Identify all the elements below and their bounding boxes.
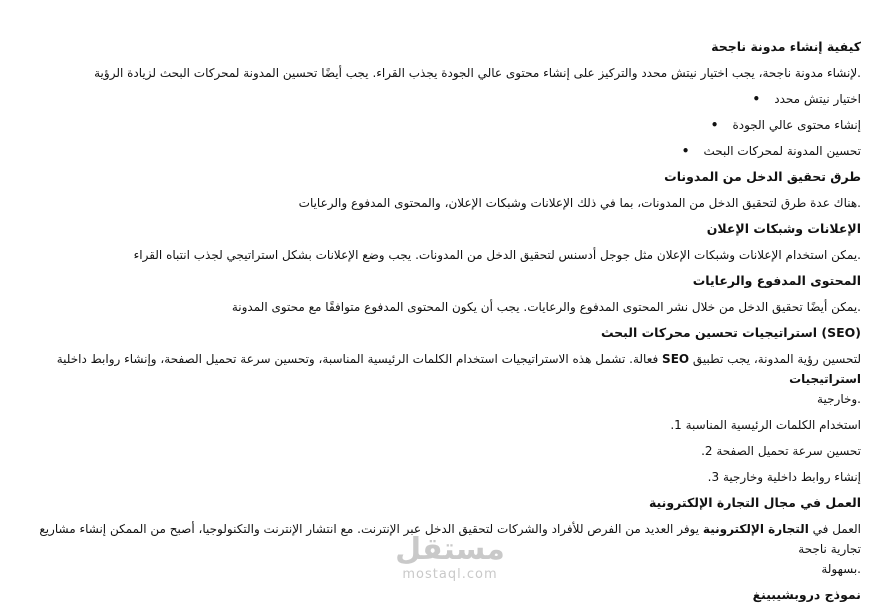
bullet-text: إنشاء محتوى عالي الجودة [732, 118, 861, 132]
paragraph-seo [30, 346, 861, 412]
ecommerce-bold: التجارة الإلكترونية [702, 522, 809, 536]
seo-keyword-bold: SEO [662, 352, 690, 366]
bullet-item-1 [30, 86, 861, 112]
heading-seo: (SEO) استراتيجيات تحسين محركات البحث [600, 325, 861, 340]
bullet-dot-icon: • [752, 92, 761, 106]
paragraph-sponsored: .يمكن أيضًا تحقيق الدخل من خلال نشر المحتوى المدفوع والرعايات. يجب أن يكون المحتوى المدفوع متوافقًا مع محتوى المدونة [231, 300, 861, 314]
ecommerce-text-d: .بسهولة [821, 562, 861, 576]
numbered-item-3 [30, 464, 861, 490]
numbered-text: تحسين سرعة تحميل الصفحة [716, 444, 861, 458]
ecommerce-text-c: يوفر العديد من الفرص للأفراد والشركات لتحقيق الدخل عبر الإنترنت. مع انتشار الإنترنت والتكنولوجيا، أصبح من الممكن إنشاء مشاريع تجارية ناجحة [39, 522, 861, 556]
bullet-text: تحسين المدونة لمحركات البحث [703, 144, 861, 158]
number-label: 2. [701, 444, 713, 458]
numbered-item-1 [30, 412, 861, 438]
watermark-arabic: مستقل [395, 532, 505, 567]
ecommerce-text-a: العمل في [812, 522, 861, 536]
seo-text-a: لتحسين رؤية المدونة، يجب تطبيق [692, 352, 861, 366]
heading-sponsored: المحتوى المدفوع والرعايات [692, 273, 861, 288]
bullet-dot-icon: • [681, 144, 690, 158]
paragraph-ecommerce [30, 516, 861, 582]
heading-dropshipping: نموذج دروبشيبينغ [752, 587, 861, 602]
bullet-item-3 [30, 138, 861, 164]
seo-text-d: فعالة. تشمل هذه الاستراتيجيات استخدام الكلمات الرئيسية المناسبة، وتحسين سرعة تحميل الصفحة، وإنشاء روابط داخلية [56, 352, 659, 366]
bullet-dot-icon: • [710, 118, 719, 132]
paragraph-monetization: .هناك عدة طرق لتحقيق الدخل من المدونات، بما في ذلك الإعلانات وشبكات الإعلان، والمحتوى المدفوع والرعايات [298, 196, 861, 210]
bullet-text: اختيار نيتش محدد [774, 92, 861, 106]
bullet-item-2 [30, 112, 861, 138]
number-label: 1. [670, 418, 682, 432]
paragraph-ads: .يمكن استخدام الإعلانات وشبكات الإعلان مثل جوجل أدسنس لتحقيق الدخل من المدونات. يجب وضع الإعلانات بشكل استراتيجي لجذب انتباه القراء [133, 248, 861, 262]
paragraph-create-blog: .لإنشاء مدونة ناجحة، يجب اختيار نيتش محدد والتركيز على إنشاء محتوى عالي الجودة يجذب القراء. يجب أيضًا تحسين المدونة لمحركات البحث لزيادة الرؤية [94, 66, 861, 80]
heading-ecommerce: العمل في مجال التجارة الإلكترونية [648, 495, 861, 510]
numbered-item-2 [30, 438, 861, 464]
number-label: 3. [707, 470, 720, 484]
seo-text-e: .وخارجية [817, 392, 861, 406]
numbered-text: إنشاء روابط داخلية وخارجية [722, 470, 861, 484]
watermark-latin: mostaql.com [402, 567, 498, 582]
heading-monetization: طرق تحقيق الدخل من المدونات [664, 169, 861, 184]
seo-strategies-bold: استراتيجيات [789, 372, 861, 386]
numbered-text: استخدام الكلمات الرئيسية المناسبة [685, 418, 861, 432]
heading-ads: الإعلانات وشبكات الإعلان [706, 221, 861, 236]
heading-create-blog: كيفية إنشاء مدونة ناجحة [711, 39, 861, 54]
